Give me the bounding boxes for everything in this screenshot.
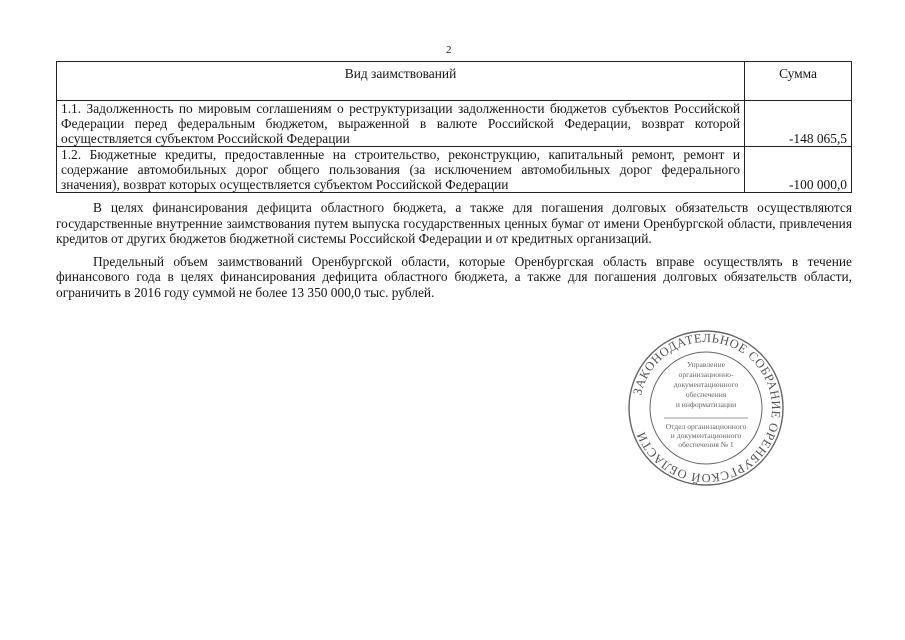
table-row — [57, 147, 852, 193]
paragraph-borrowing-limit: Предельный объем заимствований Оренбургской области, которые Оренбургская область вправе осуществлять в течение финансового года в целях финансирования дефицита областного бюджета, а также для погашения долговых обязательств области, ограничить в 2016 году суммой не более 13 350 000,0 тыс. рублей. — [56, 253, 852, 300]
row-amount: -100 000,0 — [745, 147, 852, 193]
column-header-type: Вид заимствований — [57, 62, 745, 101]
table-header-row — [57, 62, 852, 101]
body-text — [56, 200, 852, 300]
paragraph-financing: В целях финансирования дефицита областного бюджета, а также для погашения долговых обязательств осуществляются государственные внутренние заимствования путем выпуска государственных ценных бумаг от имени Оренбургской области, привлечения кредитов от других бюджетов бюджетной системы Российской Федерации и от кредитных организаций. — [56, 200, 852, 246]
stamp-outer-text: ЗАКОНОДАТЕЛЬНОЕ СОБРАНИЕ ОРЕНБУРГСКОЙ ОБЛАСТИ — [630, 330, 784, 486]
official-stamp — [627, 329, 785, 487]
table-row — [57, 101, 852, 147]
row-description: 1.2. Бюджетные кредиты, предоставленные на строительство, реконструкцию, капитальный ремонт, ремонт и содержание автомобильных дорог общего пользования (за исключением автомобильных дорог федерального значения), возврат которых осуществляется субъектом Российской Федерации — [57, 147, 745, 193]
stamp-inner-line: Управление — [686, 360, 726, 369]
stamp-inner-line: и информатизации — [675, 400, 737, 409]
stamp-inner-line: обеспечения № 1 — [678, 440, 734, 449]
column-header-amount: Сумма — [745, 62, 852, 101]
borrowing-table — [56, 61, 852, 193]
stamp-inner-line: Отдел организационного — [665, 422, 747, 431]
stamp-inner-line: документационного — [673, 380, 739, 389]
stamp-inner-line: организационно- — [678, 370, 734, 379]
row-amount: -148 065,5 — [745, 101, 852, 147]
stamp-inner-line: и документационного — [670, 431, 742, 440]
page-number: 2 — [446, 44, 452, 56]
row-description: 1.1. Задолженность по мировым соглашениям о реструктуризации задолженности бюджетов субъектов Российской Федерации перед федеральным бюджетом, выраженной в валюте Российской Федерации, возврат которой осуществляется субъектом Российской Федерации — [57, 101, 745, 147]
stamp-inner-line: обеспечения — [685, 390, 727, 399]
